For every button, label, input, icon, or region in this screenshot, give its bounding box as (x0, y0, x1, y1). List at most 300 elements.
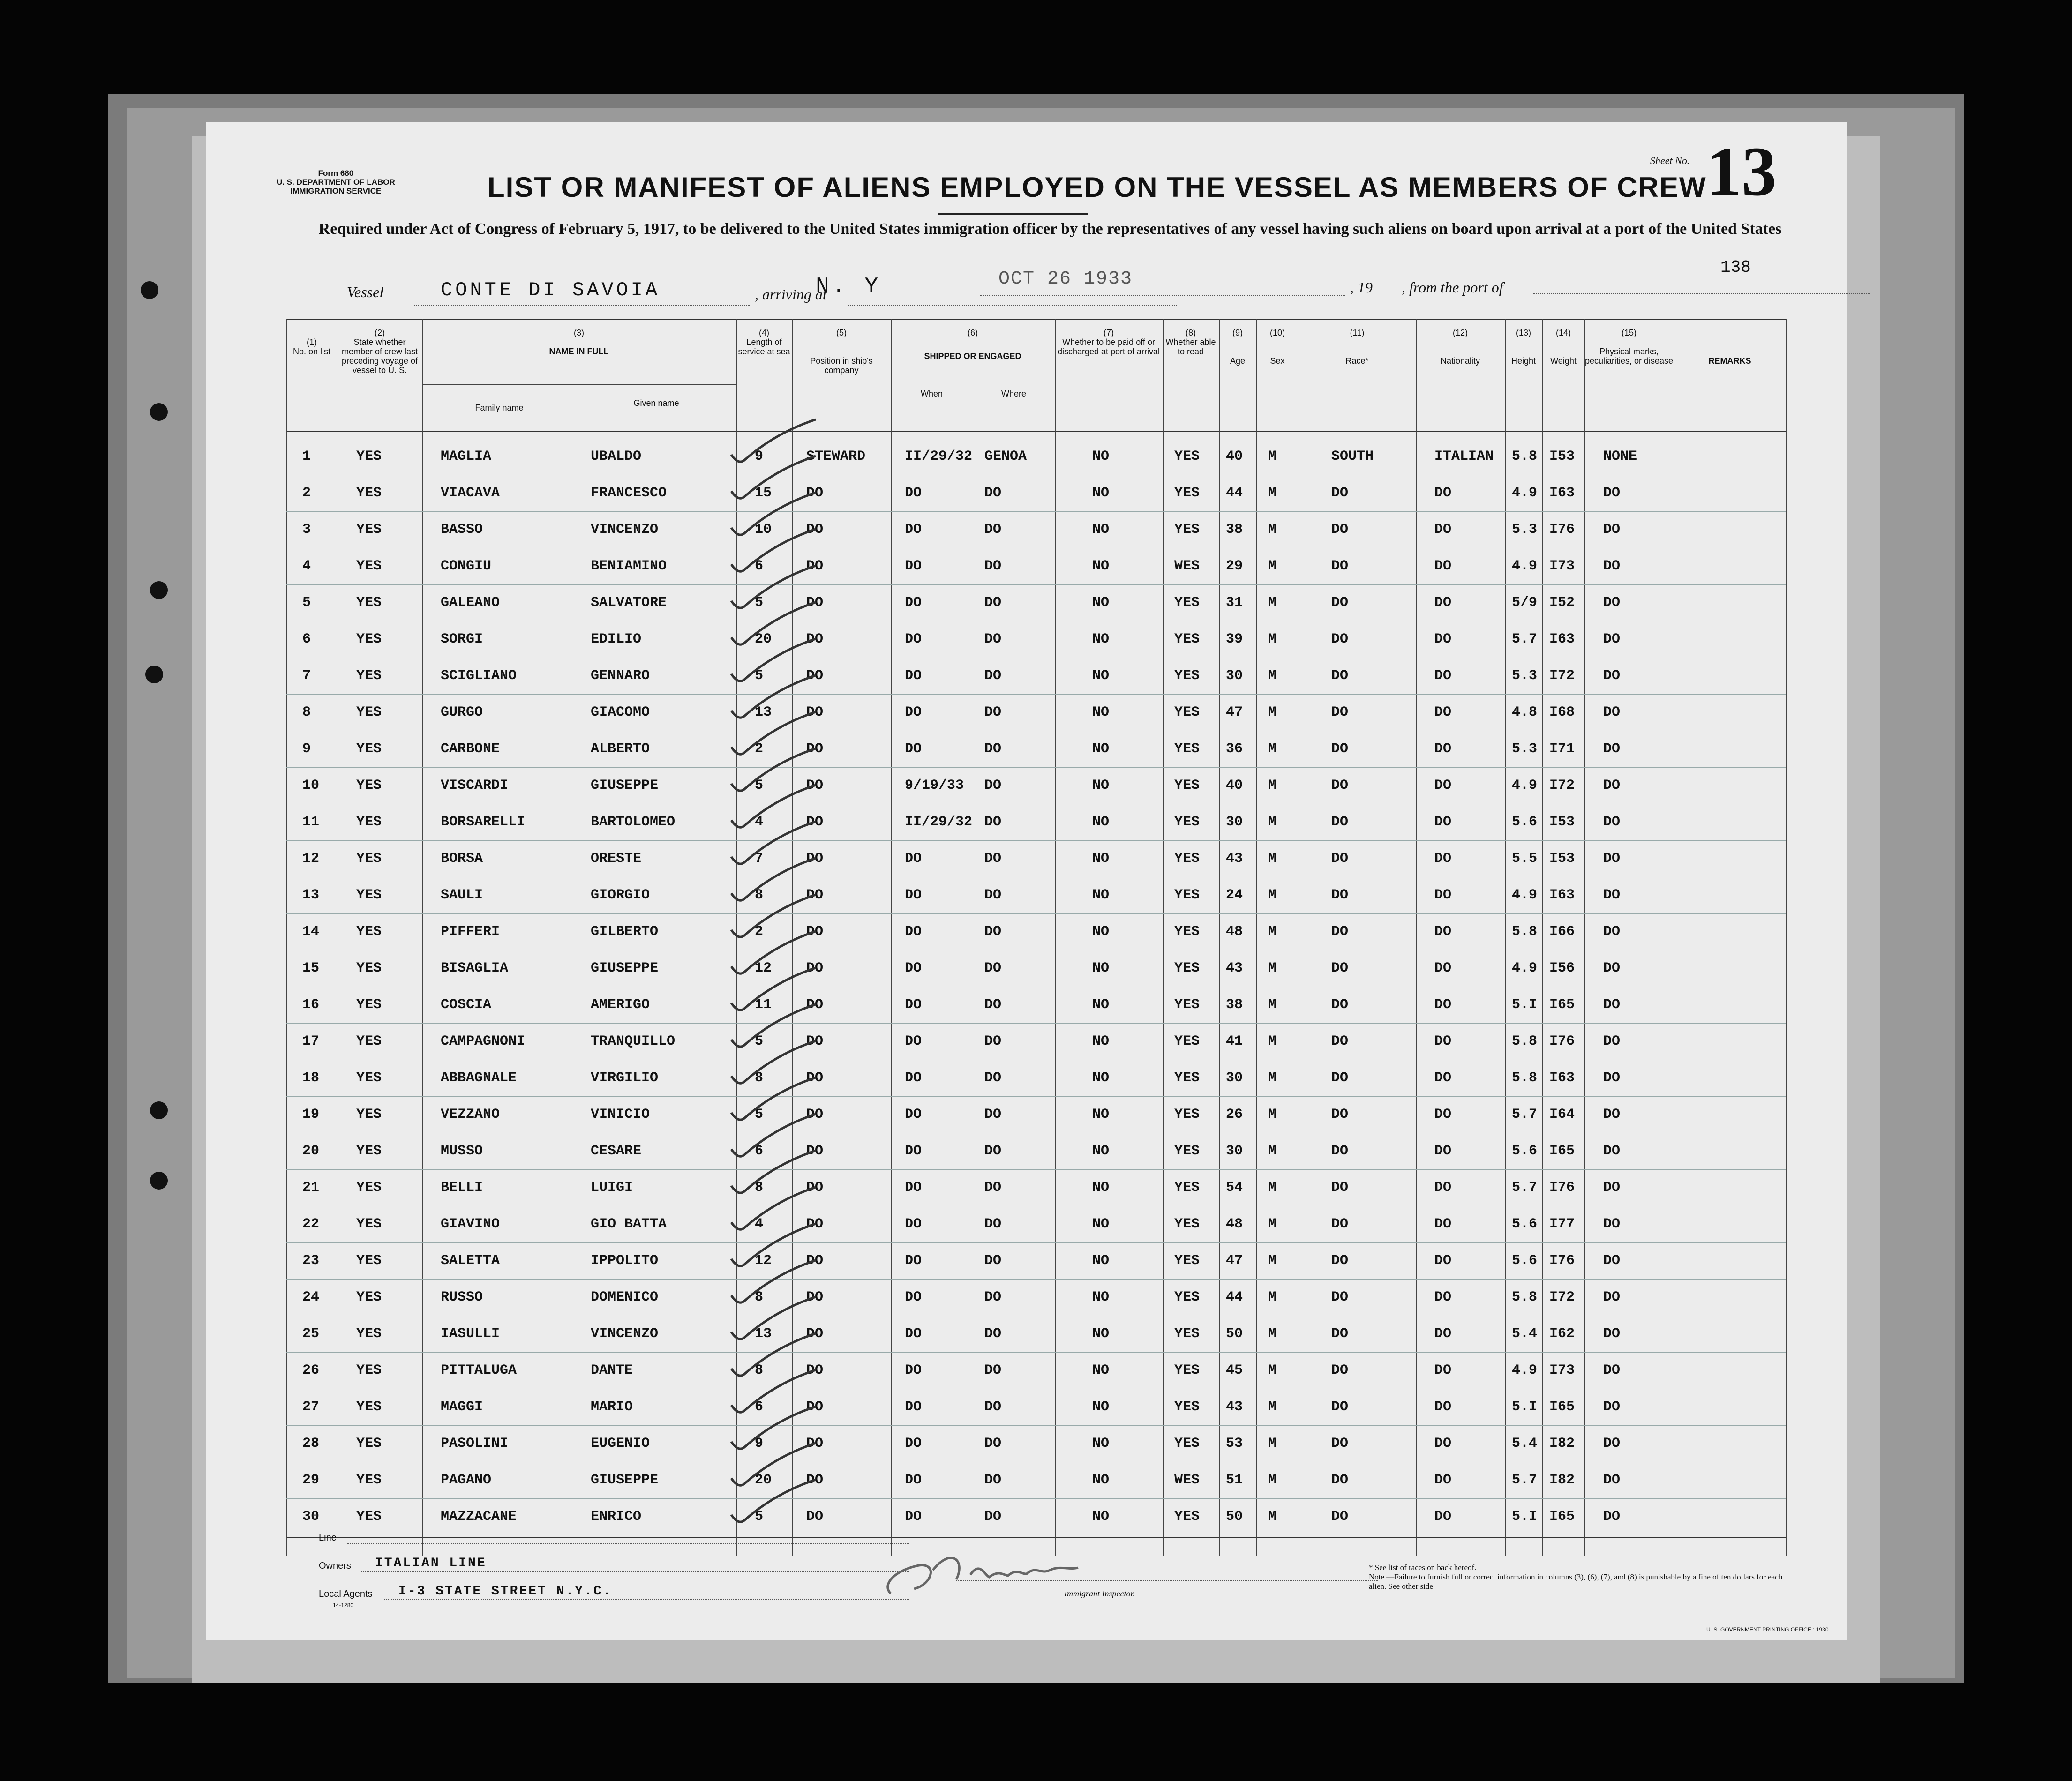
cell-prev: YES (356, 1472, 382, 1488)
cell-paid: NO (1092, 1107, 1110, 1122)
cell-position: DO (806, 1107, 824, 1122)
cell-sex: M (1268, 631, 1277, 647)
cell-position: DO (806, 522, 824, 538)
cell-race: DO (1331, 668, 1349, 684)
row-rule (286, 1096, 1786, 1097)
cell-prev: YES (356, 631, 382, 647)
cell-service: 5 (755, 1033, 764, 1049)
cell-family: GIAVINO (441, 1216, 500, 1232)
cell-height: 4.9 (1512, 1362, 1538, 1378)
binder-hole (150, 1172, 168, 1190)
cell-when: DO (905, 1253, 922, 1269)
cell-family: VEZZANO (441, 1107, 500, 1122)
cell-marks: DO (1603, 558, 1621, 574)
note-penalty: Note.—Failure to furnish full or correct information in columns (3), (6), (7), and (8) is punishable by a fine of ten dollars for each alien. See other side. (1369, 1572, 1783, 1591)
cell-position: DO (806, 887, 824, 903)
cell-age: 29 (1226, 558, 1243, 574)
cell-marks: DO (1603, 851, 1621, 867)
cell-position: DO (806, 668, 824, 684)
cell-given: EUGENIO (591, 1436, 650, 1452)
cell-sex: M (1268, 704, 1277, 720)
cell-weight: I68 (1549, 704, 1575, 720)
cell-nationality: DO (1434, 485, 1452, 501)
cell-family: IASULLI (441, 1326, 500, 1342)
cell-no: 15 (302, 960, 320, 976)
cell-paid: NO (1092, 485, 1110, 501)
cell-prev: YES (356, 814, 382, 830)
cell-height: 4.9 (1512, 778, 1538, 793)
cell-paid: NO (1092, 595, 1110, 611)
cell-service: 9 (755, 1436, 764, 1452)
cell-height: 5.6 (1512, 1143, 1538, 1159)
cell-given: GIORGIO (591, 887, 650, 903)
cell-read: YES (1174, 1253, 1200, 1269)
cell-paid: NO (1092, 924, 1110, 940)
cell-no: 25 (302, 1326, 320, 1342)
cell-family: ABBAGNALE (441, 1070, 517, 1086)
row-rule (286, 511, 1786, 512)
cell-given: ENRICO (591, 1509, 642, 1525)
cell-given: EDILIO (591, 631, 642, 647)
col-header-given-name: Given name (633, 398, 679, 408)
cell-service: 5 (755, 595, 764, 611)
cell-paid: NO (1092, 668, 1110, 684)
cell-prev: YES (356, 1180, 382, 1196)
port-underline (848, 305, 1177, 306)
cell-where: DO (984, 960, 1002, 976)
cell-age: 38 (1226, 997, 1243, 1013)
cell-prev: YES (356, 522, 382, 538)
cell-nationality: DO (1434, 1509, 1452, 1525)
cell-nationality: DO (1434, 741, 1452, 757)
cell-service: 8 (755, 887, 764, 903)
col-header-when: When (920, 389, 943, 398)
column-divider (422, 319, 423, 1556)
cell-no: 22 (302, 1216, 320, 1232)
col-8-number: (8) (1186, 328, 1196, 337)
cell-marks: DO (1603, 778, 1621, 793)
table-top-rule (286, 319, 1786, 320)
cell-given: GENNARO (591, 668, 650, 684)
cell-when: DO (905, 668, 922, 684)
cell-nationality: DO (1434, 1326, 1452, 1342)
cell-weight: I66 (1549, 924, 1575, 940)
cell-no: 18 (302, 1070, 320, 1086)
cell-no: 1 (302, 449, 311, 464)
column-divider (1256, 319, 1257, 1556)
cell-weight: I73 (1549, 558, 1575, 574)
cell-position: DO (806, 1289, 824, 1305)
cell-race: DO (1331, 1472, 1349, 1488)
table-bottom-rule (286, 1537, 1786, 1538)
cell-family: MAGLIA (441, 449, 492, 464)
cell-no: 26 (302, 1362, 320, 1378)
cell-sex: M (1268, 449, 1277, 464)
cell-service: 11 (755, 997, 772, 1013)
cell-weight: I53 (1549, 851, 1575, 867)
col-header-nationality: Nationality (1440, 356, 1480, 366)
cell-nationality: DO (1434, 997, 1452, 1013)
column-divider (1786, 319, 1787, 1556)
cell-when: DO (905, 924, 922, 940)
cell-family: SAULI (441, 887, 483, 903)
cell-race: DO (1331, 1070, 1349, 1086)
cell-marks: DO (1603, 1289, 1621, 1305)
cell-prev: YES (356, 668, 382, 684)
cell-position: DO (806, 851, 824, 867)
cell-when: DO (905, 1399, 922, 1415)
cell-no: 24 (302, 1289, 320, 1305)
cell-age: 36 (1226, 741, 1243, 757)
col-header-age: Age (1230, 356, 1246, 366)
cell-when: DO (905, 1107, 922, 1122)
cell-height: 4.9 (1512, 960, 1538, 976)
cell-where: GENOA (984, 449, 1027, 464)
cell-age: 44 (1226, 1289, 1243, 1305)
column-divider (1416, 319, 1417, 1556)
cell-prev: YES (356, 851, 382, 867)
cell-where: DO (984, 1070, 1002, 1086)
cell-service: 8 (755, 1362, 764, 1378)
cell-race: DO (1331, 997, 1349, 1013)
row-rule (286, 1242, 1786, 1243)
cell-position: DO (806, 778, 824, 793)
cell-prev: YES (356, 1216, 382, 1232)
cell-family: SCIGLIANO (441, 668, 517, 684)
cell-service: 6 (755, 1399, 764, 1415)
row-rule (286, 694, 1786, 695)
cell-no: 4 (302, 558, 311, 574)
cell-position: DO (806, 1180, 824, 1196)
cell-nationality: DO (1434, 1289, 1452, 1305)
agents-label: Local Agents (319, 1589, 373, 1599)
row-rule (286, 1279, 1786, 1280)
cell-weight: I82 (1549, 1436, 1575, 1452)
col-4-number: (4) (759, 328, 769, 337)
cell-race: DO (1331, 814, 1349, 830)
cell-nationality: DO (1434, 1362, 1452, 1378)
cell-sex: M (1268, 1180, 1277, 1196)
cell-given: CESARE (591, 1143, 642, 1159)
cell-when: DO (905, 1436, 922, 1452)
cell-race: DO (1331, 924, 1349, 940)
col-header-position: Position in ship's company (810, 356, 873, 375)
cell-weight: I53 (1549, 814, 1575, 830)
cell-race: DO (1331, 1216, 1349, 1232)
row-rule (286, 1352, 1786, 1353)
cell-nationality: ITALIAN (1434, 449, 1494, 464)
cell-nationality: DO (1434, 631, 1452, 647)
cell-where: DO (984, 778, 1002, 793)
cell-given: GIUSEPPE (591, 1472, 659, 1488)
cell-age: 38 (1226, 522, 1243, 538)
cell-no: 23 (302, 1253, 320, 1269)
cell-marks: DO (1603, 814, 1621, 830)
cell-race: DO (1331, 1362, 1349, 1378)
check-mark-icon (727, 1475, 820, 1531)
cell-height: 5.8 (1512, 1033, 1538, 1049)
line-label: Line (319, 1533, 337, 1543)
cell-sex: M (1268, 1070, 1277, 1086)
cell-family: VISCARDI (441, 778, 509, 793)
cell-marks: DO (1603, 924, 1621, 940)
cell-sex: M (1268, 741, 1277, 757)
cell-marks: DO (1603, 1472, 1621, 1488)
cell-marks: DO (1603, 1509, 1621, 1525)
cell-paid: NO (1092, 887, 1110, 903)
cell-marks: DO (1603, 1326, 1621, 1342)
vessel-label: Vessel (347, 284, 384, 300)
cell-prev: YES (356, 1107, 382, 1122)
row-rule (286, 1023, 1786, 1024)
cell-age: 54 (1226, 1180, 1243, 1196)
col-3-number: (3) (574, 328, 584, 337)
cell-when: DO (905, 960, 922, 976)
col-header-race: Race* (1345, 356, 1369, 366)
cell-sex: M (1268, 1289, 1277, 1305)
cell-paid: NO (1092, 522, 1110, 538)
cell-where: DO (984, 704, 1002, 720)
agents-underline (384, 1599, 909, 1600)
cell-service: 10 (755, 522, 772, 538)
cell-height: 5.7 (1512, 1472, 1538, 1488)
cell-given: DANTE (591, 1362, 633, 1378)
cell-height: 5.3 (1512, 668, 1538, 684)
column-divider (1542, 319, 1543, 1556)
cell-read: YES (1174, 997, 1200, 1013)
cell-service: 13 (755, 1326, 772, 1342)
cell-sex: M (1268, 1253, 1277, 1269)
cell-age: 50 (1226, 1509, 1243, 1525)
col-header-where: Where (1001, 389, 1026, 398)
cell-read: YES (1174, 1033, 1200, 1049)
col-header-sex: Sex (1270, 356, 1285, 366)
cell-when: DO (905, 1180, 922, 1196)
column-divider (1584, 319, 1585, 1556)
col-header-paid-off: Whether to be paid off or discharged at port of arrival (1057, 337, 1160, 356)
cell-age: 43 (1226, 851, 1243, 867)
cell-when: DO (905, 887, 922, 903)
cell-height: 5.I (1512, 997, 1538, 1013)
cell-service: 2 (755, 741, 764, 757)
cell-given: VINICIO (591, 1107, 650, 1122)
cell-nationality: DO (1434, 887, 1452, 903)
cell-no: 17 (302, 1033, 320, 1049)
cell-weight: I65 (1549, 1509, 1575, 1525)
cell-no: 28 (302, 1436, 320, 1452)
cell-prev: YES (356, 778, 382, 793)
cell-prev: YES (356, 1399, 382, 1415)
cell-read: YES (1174, 778, 1200, 793)
cell-age: 40 (1226, 449, 1243, 464)
col-10-number: (10) (1269, 328, 1285, 337)
cell-where: DO (984, 924, 1002, 940)
cell-marks: DO (1603, 485, 1621, 501)
cell-family: PITTALUGA (441, 1362, 517, 1378)
cell-family: SALETTA (441, 1253, 500, 1269)
cell-height: 5.8 (1512, 1070, 1538, 1086)
cell-nationality: DO (1434, 1107, 1452, 1122)
cell-weight: I63 (1549, 485, 1575, 501)
date-underline (980, 295, 1345, 296)
cell-height: 5.4 (1512, 1436, 1538, 1452)
cell-read: YES (1174, 1070, 1200, 1086)
cell-when: DO (905, 558, 922, 574)
cell-read: YES (1174, 741, 1200, 757)
cell-where: DO (984, 1326, 1002, 1342)
vessel-name: CONTE DI SAVOIA (441, 279, 661, 301)
cell-given: LUIGI (591, 1180, 633, 1196)
cell-service: 20 (755, 1472, 772, 1488)
cell-given: VINCENZO (591, 1326, 659, 1342)
cell-sex: M (1268, 1436, 1277, 1452)
cell-position: DO (806, 1472, 824, 1488)
binder-hole (145, 666, 163, 683)
cell-when: DO (905, 1362, 922, 1378)
cell-no: 6 (302, 631, 311, 647)
cell-family: MAGGI (441, 1399, 483, 1415)
cell-nationality: DO (1434, 704, 1452, 720)
cell-sex: M (1268, 485, 1277, 501)
cell-family: CARBONE (441, 741, 500, 757)
cell-age: 26 (1226, 1107, 1243, 1122)
col-header-physical-marks: Physical marks, peculiarities, or disease (1584, 347, 1674, 366)
cell-given: GIUSEPPE (591, 778, 659, 793)
cell-sex: M (1268, 1107, 1277, 1122)
cell-sex: M (1268, 595, 1277, 611)
cell-when: DO (905, 1472, 922, 1488)
cell-marks: DO (1603, 1180, 1621, 1196)
row-rule (286, 1498, 1786, 1499)
service-name: IMMIGRATION SERVICE (290, 187, 382, 195)
cell-paid: NO (1092, 1472, 1110, 1488)
col-9-number: (9) (1232, 328, 1243, 337)
cell-prev: YES (356, 924, 382, 940)
cell-read: YES (1174, 960, 1200, 976)
col-5-number: (5) (836, 328, 847, 337)
cell-height: 4.9 (1512, 887, 1538, 903)
cell-prev: YES (356, 960, 382, 976)
sheet-number: 13 (1706, 133, 1777, 210)
cell-when: DO (905, 631, 922, 647)
cell-nationality: DO (1434, 1180, 1452, 1196)
cell-service: 2 (755, 924, 764, 940)
cell-position: DO (806, 631, 824, 647)
cell-age: 53 (1226, 1436, 1243, 1452)
cell-nationality: DO (1434, 1253, 1452, 1269)
cell-no: 9 (302, 741, 311, 757)
inspector-label: Immigrant Inspector. (1064, 1589, 1135, 1598)
cell-where: DO (984, 1362, 1002, 1378)
form-number: Form 680 (318, 169, 354, 178)
cell-service: 8 (755, 1070, 764, 1086)
col-header-shipped-or-engaged: SHIPPED OR ENGAGED (924, 352, 1021, 361)
cell-read: YES (1174, 851, 1200, 867)
cell-read: YES (1174, 449, 1200, 464)
form-code: 14-1280 (333, 1602, 354, 1609)
cell-no: 7 (302, 668, 311, 684)
cell-race: DO (1331, 1436, 1349, 1452)
cell-when: DO (905, 1326, 922, 1342)
cell-where: DO (984, 851, 1002, 867)
cell-prev: YES (356, 1362, 382, 1378)
cell-no: 8 (302, 704, 311, 720)
column-divider (286, 319, 287, 1556)
cell-read: YES (1174, 814, 1200, 830)
cell-when: DO (905, 1070, 922, 1086)
cell-family: BASSO (441, 522, 483, 538)
column-divider (891, 319, 892, 1556)
cell-service: 7 (755, 851, 764, 867)
cell-weight: I65 (1549, 1143, 1575, 1159)
cell-family: CAMPAGNONI (441, 1033, 526, 1049)
cell-paid: NO (1092, 449, 1110, 464)
cell-paid: NO (1092, 814, 1110, 830)
cell-weight: I63 (1549, 887, 1575, 903)
col-1-number: (1) (307, 337, 317, 347)
cell-paid: NO (1092, 1326, 1110, 1342)
cell-marks: DO (1603, 1107, 1621, 1122)
cell-given: VIRGILIO (591, 1070, 659, 1086)
cell-paid: NO (1092, 1509, 1110, 1525)
cell-nationality: DO (1434, 1143, 1452, 1159)
cell-sex: M (1268, 1326, 1277, 1342)
cell-weight: I72 (1549, 1289, 1575, 1305)
cell-sex: M (1268, 778, 1277, 793)
cell-where: DO (984, 631, 1002, 647)
cell-nationality: DO (1434, 960, 1452, 976)
cell-weight: I76 (1549, 1033, 1575, 1049)
cell-position: DO (806, 1436, 824, 1452)
cell-sex: M (1268, 1399, 1277, 1415)
cell-prev: YES (356, 704, 382, 720)
owners-underline (361, 1571, 909, 1572)
cell-marks: DO (1603, 741, 1621, 757)
cell-position: DO (806, 924, 824, 940)
crew-table (286, 319, 1786, 1556)
cell-given: ORESTE (591, 851, 642, 867)
cell-service: 9 (755, 449, 764, 464)
cell-given: GIO BATTA (591, 1216, 667, 1232)
cell-prev: YES (356, 997, 382, 1013)
cell-prev: YES (356, 1143, 382, 1159)
cell-sex: M (1268, 1362, 1277, 1378)
cell-given: DOMENICO (591, 1289, 659, 1305)
cell-position: DO (806, 1509, 824, 1525)
cell-nationality: DO (1434, 668, 1452, 684)
cell-height: 5.I (1512, 1399, 1538, 1415)
cell-sex: M (1268, 1509, 1277, 1525)
cell-nationality: DO (1434, 778, 1452, 793)
cell-family: COSCIA (441, 997, 492, 1013)
cell-prev: YES (356, 595, 382, 611)
col-header-previous-voyage: State whether member of crew last preceding voyage of vessel to U. S. (341, 337, 418, 375)
cell-no: 11 (302, 814, 320, 830)
row-rule (286, 1425, 1786, 1426)
cell-weight: I64 (1549, 1107, 1575, 1122)
cell-race: SOUTH (1331, 449, 1374, 464)
cell-when: DO (905, 1289, 922, 1305)
cell-marks: DO (1603, 522, 1621, 538)
year-label: , 19 (1350, 279, 1373, 296)
cell-height: 5.4 (1512, 1326, 1538, 1342)
cell-service: 5 (755, 1107, 764, 1122)
title-underline (938, 213, 1088, 215)
cell-no: 21 (302, 1180, 320, 1196)
cell-no: 20 (302, 1143, 320, 1159)
cell-sex: M (1268, 1472, 1277, 1488)
cell-position: DO (806, 1253, 824, 1269)
